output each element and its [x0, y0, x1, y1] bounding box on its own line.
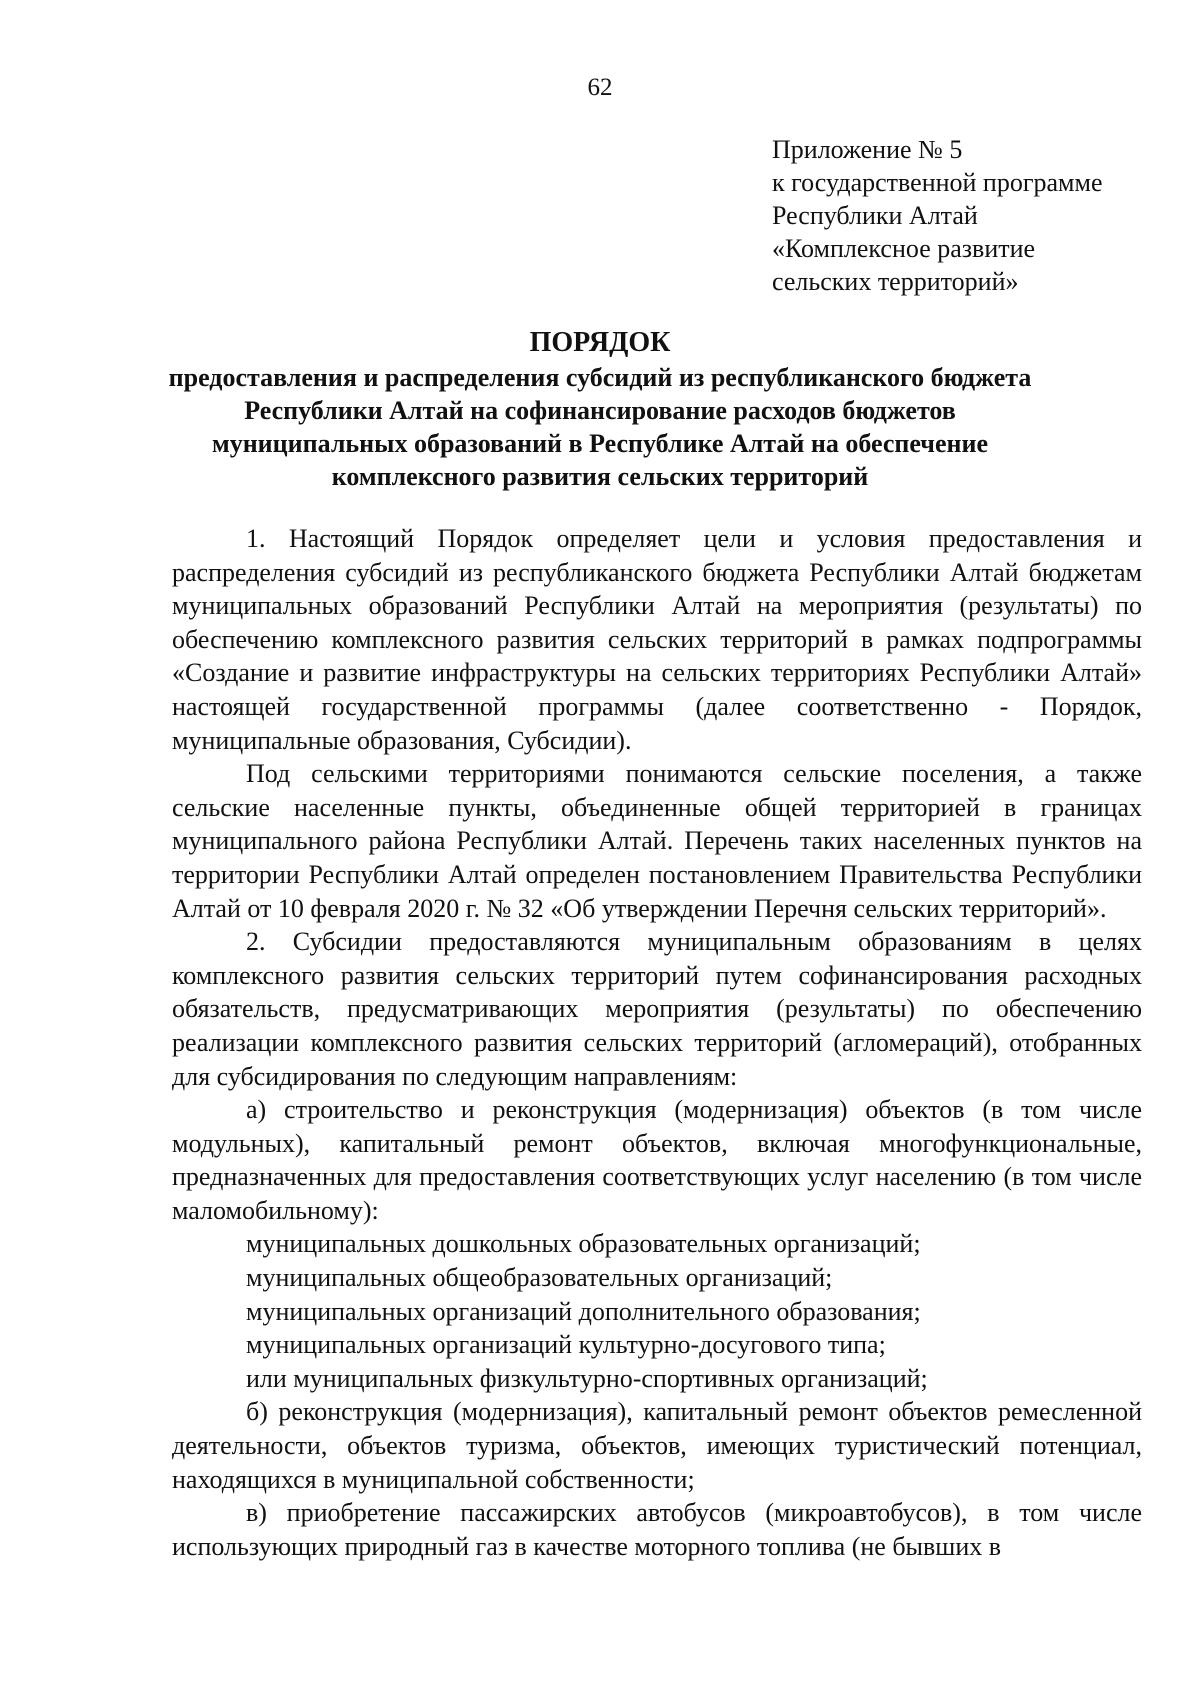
- title-line: предоставления и распределения субсидий из республиканского бюджета: [168, 363, 1032, 392]
- appendix-line: Республики Алтай: [772, 201, 978, 230]
- list-item: муниципальных организаций культурно-досугового типа;: [246, 1330, 886, 1360]
- document-title: [150, 326, 1050, 493]
- paragraph-item-a: а) строительство и реконструкция (модернизация) объектов (в том числе модульных), капитальный ремонт объектов, включая многофункциональные, предназначенных для предоставления соответствующих услуг населению (в том числе маломобильному):: [172, 1095, 1142, 1225]
- title-line: муниципальных образований в Республике Алтай на обеспечение: [211, 429, 988, 458]
- list-item: муниципальных организаций дополнительного образования;: [246, 1296, 921, 1326]
- appendix-line: «Комплексное развитие: [772, 234, 1036, 263]
- title-line: Республики Алтай на софинансирование расходов бюджетов: [244, 396, 956, 425]
- title-main: ПОРЯДОК: [529, 327, 671, 358]
- appendix-reference: [772, 133, 1172, 298]
- appendix-line: Приложение № 5: [772, 135, 963, 164]
- paragraph-2: 2. Субсидии предоставляются муниципальным образованиям в целях комплексного развития сельских территорий путем софинансирования расходных обязательств, предусматривающих мероприятия (результаты) по обеспечению реализации комплексного развития сельских территорий (агломераций), отобранных для субсидирования по следующим направлениям:: [172, 927, 1142, 1091]
- paragraph-1: 1. Настоящий Порядок определяет цели и условия предоставления и распределения субсидий из республиканского бюджета Республики Алтай бюджетам муниципальных образований Республики Алтай на мероприятия (результаты) по обеспечению комплексного развития сельских территорий в рамках подпрограммы «Создание и развитие инфраструктуры на сельских территориях Республики Алтай» настоящей государственной программы (далее соответственно - Порядок, муниципальные образования, Субсидии).: [172, 524, 1142, 755]
- list-item: или муниципальных физкультурно-спортивных организаций;: [246, 1363, 928, 1393]
- list-item: муниципальных дошкольных образовательных организаций;: [246, 1229, 921, 1259]
- paragraph-item-b: б) реконструкция (модернизация), капитальный ремонт объектов ремесленной деятельности, объектов туризма, объектов, имеющих туристический потенциал, находящихся в муниципальной собственности;: [172, 1397, 1142, 1494]
- appendix-line: сельских территорий»: [772, 267, 1019, 296]
- page-number: 62: [587, 74, 613, 101]
- appendix-line: к государственной программе: [772, 168, 1103, 197]
- list-item: муниципальных общеобразовательных организаций;: [246, 1263, 833, 1293]
- document-body: [172, 522, 1142, 1563]
- paragraph-rural-territories: Под сельскими территориями понимаются сельские поселения, а также сельские населенные пункты, объединенные общей территорией в границах муниципального района Республики Алтай. Перечень таких населенных пунктов на территории Республики Алтай определен постановлением Правительства Республики Алтай от 10 февраля 2020 г. № 32 «Об утверждении Перечня сельских территорий».: [172, 759, 1142, 923]
- title-line: комплексного развития сельских территорий: [331, 462, 869, 491]
- paragraph-item-v: в) приобретение пассажирских автобусов (микроавтобусов), в том числе использующих природный газ в качестве моторного топлива (не бывших в: [172, 1498, 1142, 1561]
